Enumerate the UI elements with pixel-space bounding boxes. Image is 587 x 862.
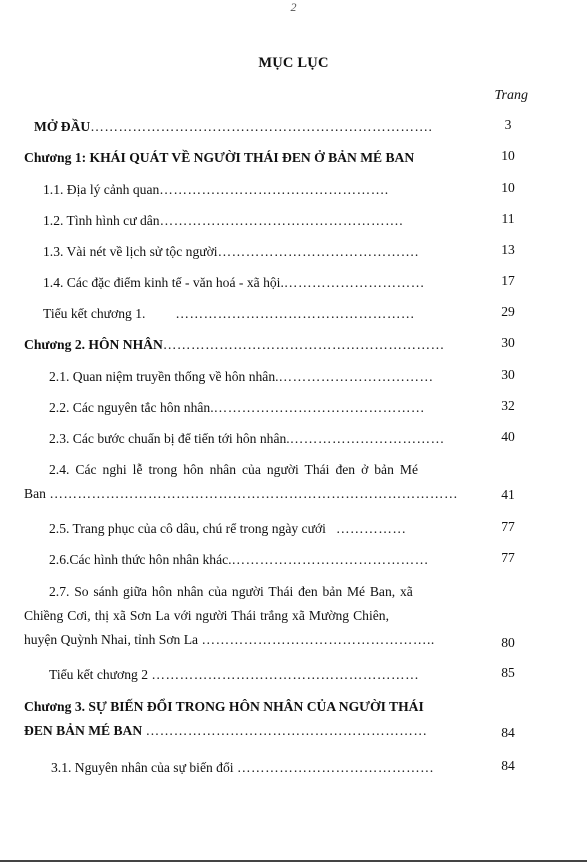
toc-entry-label: 2.1. Quan niệm truyền thống về hôn nhân. — [49, 369, 279, 384]
page-column-header: Trang — [494, 88, 528, 103]
toc-entry-2-2[interactable] — [49, 398, 425, 418]
page-number: 2 — [290, 0, 297, 14]
toc-entry-page: 10 — [501, 180, 515, 195]
toc-entry-label: Ban — [24, 486, 46, 501]
toc-entry-page: 10 — [501, 148, 515, 163]
toc-entry-label: MỞ ĐẦU — [34, 119, 91, 134]
toc-entry-2-1[interactable] — [49, 367, 434, 387]
toc-entry-2-6[interactable] — [49, 550, 429, 570]
leader-dots: …………………………………………………… — [162, 337, 445, 352]
toc-entry-page: 17 — [501, 273, 515, 288]
leader-dots: ………………………………………….. — [201, 632, 435, 647]
toc-entry-chapter-2[interactable] — [24, 335, 445, 355]
toc-entry-1-1[interactable] — [43, 180, 389, 200]
toc-entry-page: 85 — [501, 665, 515, 680]
leader-dots: …………… — [335, 521, 407, 536]
leader-dots: ……………………………………… — [213, 400, 425, 415]
toc-entry-label: 1.1. Địa lý cảnh quan — [43, 182, 160, 197]
toc-entry-label: 3.1. Nguyên nhân của sự biến đổi — [51, 760, 234, 775]
toc-entry-label: Chương 2. HÔN NHÂN — [24, 337, 163, 352]
leader-dots: …………………………………………… — [175, 306, 416, 321]
toc-entry-2-7-line2[interactable]: Chiềng Cơi, thị xã Sơn La với người Thái trắng xã Mường Chiên, — [24, 608, 389, 623]
toc-entry-page: 29 — [501, 304, 515, 319]
toc-entry-2-7-line1[interactable]: 2.7. So sánh giữa hôn nhân của người Thái đen bản Mé Ban, xã — [49, 584, 413, 599]
toc-entry-page: 30 — [501, 335, 515, 350]
toc-entry-summary-2[interactable] — [49, 665, 419, 685]
toc-title: MỤC LỤC — [258, 55, 329, 71]
toc-entry-label: 1.3. Vài nét về lịch sử tộc người — [43, 244, 218, 259]
toc-entry-page: 84 — [501, 758, 515, 773]
leader-dots: ………………………… — [283, 275, 425, 290]
leader-dots: ………………………………………………… — [151, 667, 420, 682]
toc-entry-page: 13 — [501, 242, 515, 257]
toc-entry-2-3[interactable] — [49, 429, 445, 449]
leader-dots: …………………………… — [278, 369, 434, 384]
toc-entry-1-2[interactable] — [43, 211, 403, 231]
toc-entry-introduction[interactable] — [34, 117, 432, 137]
toc-entry-page: 77 — [501, 519, 515, 534]
leader-dots: …………………………………… — [236, 760, 435, 775]
leader-dots: …………………………………………………… — [145, 723, 428, 738]
toc-entry-page: 11 — [501, 211, 515, 226]
toc-entry-page: 84 — [501, 725, 515, 740]
toc-entry-page: 30 — [501, 367, 515, 382]
toc-entry-label: 2.6.Các hình thức hôn nhân khác. — [49, 552, 232, 567]
toc-entry-label: 2.3. Các bước chuẩn bị để tiến tới hôn nhân. — [49, 431, 290, 446]
leader-dots: …………………………………………. — [159, 182, 389, 197]
leader-dots: …………………………………… — [231, 552, 429, 567]
leader-dots: ……………………………………. — [217, 244, 419, 259]
toc-entry-2-4-line1[interactable]: 2.4. Các nghi lễ trong hôn nhân của người Thái đen ở bản Mé — [49, 462, 419, 477]
toc-entry-label: 1.2. Tình hình cư dân — [43, 213, 160, 228]
toc-entry-2-7-line3[interactable] — [24, 630, 435, 650]
toc-entry-label: 2.2. Các nguyên tắc hôn nhân. — [49, 400, 214, 415]
toc-entry-label: huyện Quỳnh Nhai, tỉnh Sơn La — [24, 632, 199, 647]
toc-entry-label: 2.5. Trang phục của cô dâu, chú rể trong ngày cưới — [49, 521, 326, 536]
toc-entry-1-3[interactable] — [43, 242, 419, 262]
leader-dots: ………………………………………………………………. — [90, 119, 433, 134]
toc-entry-page: 32 — [501, 398, 515, 413]
leader-dots: …………………………………………………………………………… — [49, 486, 459, 501]
toc-entry-chapter-1[interactable] — [24, 148, 414, 168]
toc-entry-label: 1.4. Các đặc điểm kinh tế - văn hoá - xã hội. — [43, 275, 284, 290]
toc-entry-3-1[interactable] — [51, 758, 434, 778]
leader-dots: ……………………………………………. — [159, 213, 404, 228]
toc-entry-2-4-line2[interactable] — [24, 484, 458, 504]
toc-entry-chapter-3-line1[interactable]: Chương 3. SỰ BIẾN ĐỔI TRONG HÔN NHÂN CỦA NGƯỜI THÁI — [24, 699, 424, 714]
toc-entry-label: ĐEN BẢN MÉ BAN — [24, 723, 143, 738]
toc-entry-2-5[interactable] — [49, 519, 406, 539]
toc-entry-summary-1[interactable] — [43, 304, 415, 324]
toc-entry-label: Tiểu kết chương 1. — [43, 306, 146, 321]
toc-entry-label: Tiểu kết chương 2 — [49, 667, 149, 682]
toc-entry-page: 41 — [501, 487, 515, 502]
toc-entry-label: Chương 1: KHÁI QUÁT VỀ NGƯỜI THÁI ĐEN Ở BẢN MÉ BAN — [24, 150, 415, 165]
toc-entry-chapter-3-line2[interactable] — [24, 721, 427, 741]
toc-entry-page: 40 — [501, 429, 515, 444]
toc-entry-page: 3 — [504, 117, 512, 132]
leader-dots: …………………………… — [289, 431, 445, 446]
toc-entry-page: 77 — [501, 550, 515, 565]
toc-entry-page: 80 — [501, 635, 515, 650]
toc-entry-1-4[interactable] — [43, 273, 425, 293]
